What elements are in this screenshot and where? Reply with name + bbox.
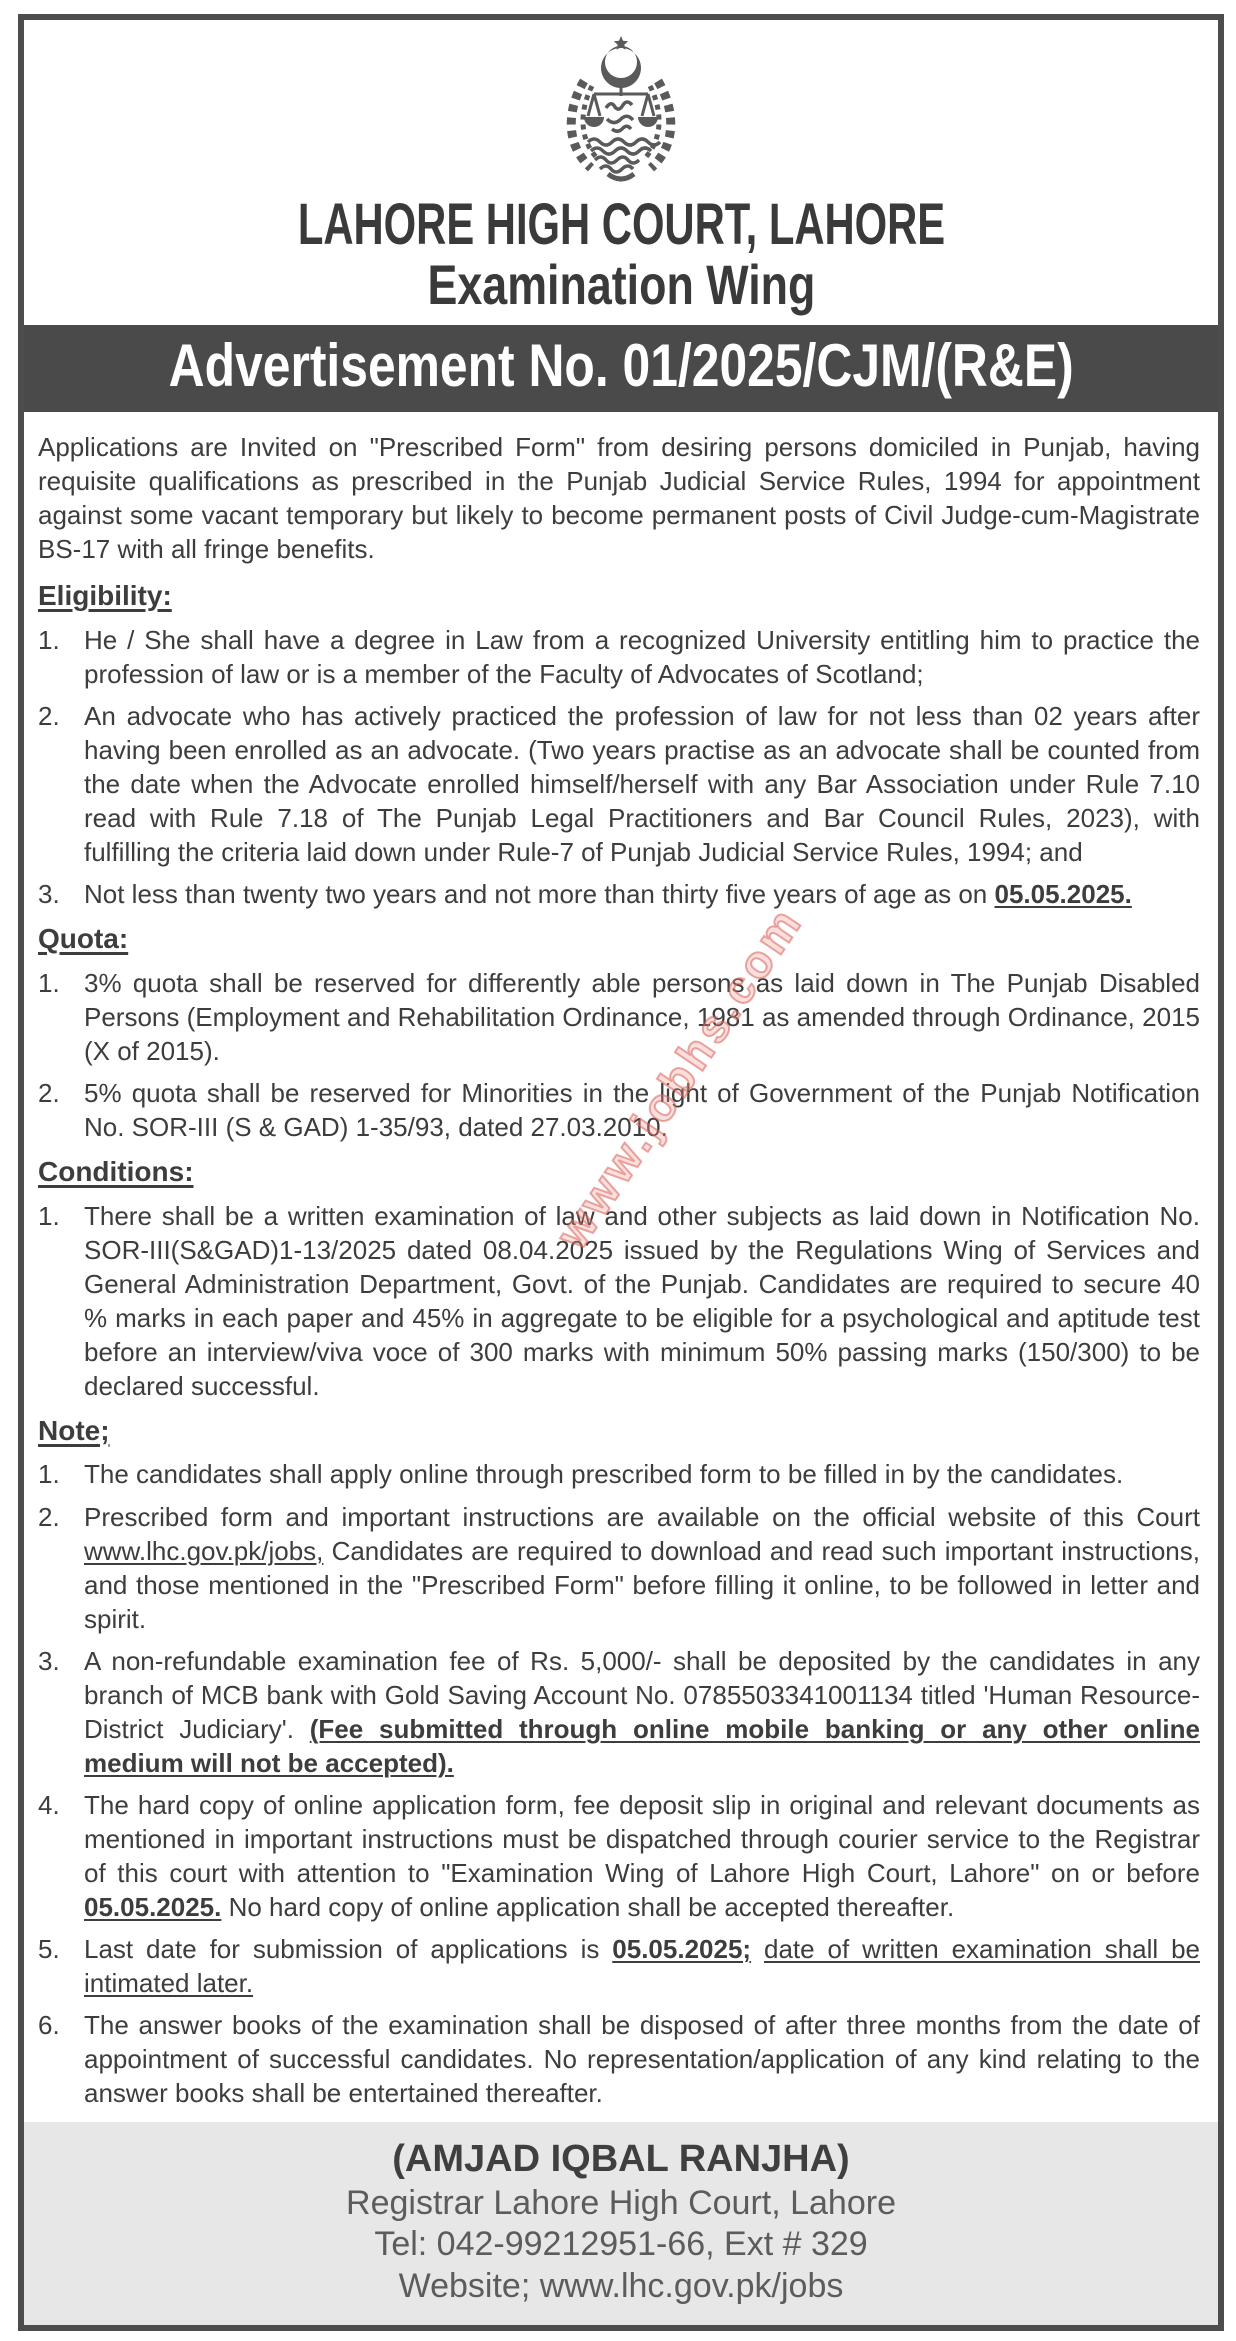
- list-item: [38, 1076, 1200, 1144]
- list-item: [38, 623, 1200, 691]
- section-heading: [38, 578, 1200, 615]
- page-frame: [18, 14, 1224, 2331]
- page-subtitle: [24, 252, 1218, 316]
- text-segment: A non-refundable examination fee of Rs. 5,000/- shall be deposited by the candidates in any branch of MCB bank with Gold Saving Account No. 0785503341001134 titled 'Human Resource-District Judiciary'.: [84, 1645, 1200, 1744]
- list-item: [38, 2008, 1200, 2110]
- item-text: [84, 2008, 1200, 2110]
- section-heading-text: Note;: [38, 1414, 110, 1446]
- text-segment: www.lhc.gov.pk/jobs,: [84, 1535, 324, 1566]
- section-heading: [38, 1154, 1200, 1191]
- text-segment: (Fee submitted through online mobile banking or any other online medium will not be accepted).: [84, 1713, 1200, 1778]
- text-segment: 5% quota shall be reserved for Minorities in the light of Government of the Punjab Notification No. SOR-III (S & GAD) 1-35/93, dated 27.03.2010.: [84, 1077, 1200, 1142]
- item-text: [84, 877, 1200, 911]
- section-heading-text: Quota:: [38, 922, 129, 954]
- text-segment: The hard copy of online application form, fee deposit slip in original and relevant documents as mentioned in important instructions must be dispatched through courier service to the Registrar of this court with attention to "Examination Wing of Lahore High Court, Lahore" on or before: [84, 1789, 1200, 1888]
- text-segment: Prescribed form and important instructions are available on the official website of this Court: [84, 1501, 1200, 1532]
- website: Website; www.lhc.gov.pk/jobs: [398, 2266, 844, 2305]
- text-segment: There shall be a written examination of law and other subjects as laid down in Notification No. SOR-III(S&GAD)1-13/2025 dated 08.04.2025 issued by the Regulations Wing of Services and General Administration Department, Govt. of the Punjab. Candidates are required to secure 40 % marks in each paper and 45% in aggregate to be eligible for a psychological and aptitude test before an interview/viva voce of 300 marks with minimum 50% passing marks (150/300) to be declared successful.: [84, 1200, 1200, 1401]
- section-heading-text: Eligibility:: [38, 579, 172, 611]
- watermark: www.jobhs.com: [545, 896, 813, 1258]
- text-segment: The answer books of the examination shall be disposed of after three months from the date of appointment of successful candidates. No representation/application of any kind relating to the answer books shall be entertained thereafter.: [84, 2010, 1200, 2109]
- text-segment: Last date for submission of applications is: [84, 1934, 613, 1965]
- list-item: [38, 966, 1200, 1068]
- text-segment: Applications are Invited on "Prescribed Form" from desiring persons domiciled in Punjab, having requisite qualifications as prescribed in the Punjab Judicial Service Rules, 1994 for appointment against some vacant temporary but likely to become permanent posts of Civil Judge-cum-Magistrate BS-17 with all fringe benefits.: [38, 431, 1200, 564]
- advertisement-body: [24, 412, 1218, 2123]
- list-item: [38, 1644, 1200, 1780]
- item-text: [84, 623, 1200, 691]
- item-number: 1.: [38, 967, 60, 998]
- item-text: [84, 1644, 1200, 1780]
- telephone: Tel: 042-99212951-66, Ext # 329: [374, 2225, 868, 2264]
- item-text: [84, 1199, 1200, 1403]
- lahore-high-court-emblem-icon: [546, 36, 696, 186]
- registrar-designation: Registrar Lahore High Court, Lahore: [346, 2183, 896, 2222]
- item-number: 3.: [38, 1645, 60, 1676]
- list-item: [38, 1788, 1200, 1924]
- intro-paragraph: [38, 430, 1200, 566]
- item-text: [84, 1500, 1200, 1636]
- text-segment: The candidates shall apply online through prescribed form to be filled in by the candidates.: [84, 1459, 1124, 1490]
- list-item: [38, 1500, 1200, 1636]
- text-segment: 05.05.2025.: [84, 1892, 222, 1923]
- item-text: [84, 1788, 1200, 1924]
- item-number: 4.: [38, 1789, 60, 1820]
- item-text: [84, 1457, 1200, 1491]
- text-segment: Not less than twenty two years and not more than thirty five years of age as on: [84, 878, 995, 909]
- text-segment: An advocate who has actively practiced the profession of law for not less than 02 years after having been enrolled as an advocate. (Two years practise as an advocate shall be counted from the date when the Advocate enrolled himself/herself with any Bar Association under Rule 7.10 read with Rule 7.18 of The Punjab Legal Practitioners and Bar Council Rules, 2023), with fulfilling the criteria laid down under Rule-7 of Punjab Judicial Service Rules, 1994; and: [84, 700, 1200, 867]
- text-segment: No hard copy of online application shall be accepted thereafter.: [221, 1892, 955, 1923]
- item-text: [84, 1076, 1200, 1144]
- item-number: 1.: [38, 1200, 60, 1231]
- list-item: [38, 877, 1200, 911]
- text-segment: 3% quota shall be reserved for differently able persons as laid down in The Punjab Disabled Persons (Employment and Rehabilitation Ordinance, 1981 as amended through Ordinance, 2015 (X of 2015).: [84, 967, 1200, 1066]
- item-number: 3.: [38, 878, 60, 909]
- text-segment: [751, 1934, 764, 1964]
- item-text: [84, 966, 1200, 1068]
- section-heading-text: Conditions:: [38, 1155, 194, 1187]
- text-segment: Candidates are required to download and read such important instructions, and those mentioned in the "Prescribed Form" before filling it online, to be followed in letter and spirit.: [84, 1535, 1200, 1634]
- footer: [24, 2122, 1218, 2325]
- item-number: 2.: [38, 1501, 60, 1532]
- text-segment: date of written examination shall be intimated later.: [84, 1934, 1200, 1999]
- text-segment: 05.05.2025.: [994, 878, 1132, 909]
- item-number: 1.: [38, 1459, 60, 1490]
- section-heading: [38, 921, 1200, 958]
- item-number: 1.: [38, 624, 60, 655]
- list-item: [38, 1457, 1200, 1491]
- list-item: [38, 1932, 1200, 2000]
- list-item: [38, 1199, 1200, 1403]
- advertisement-banner: [24, 325, 1218, 412]
- page-title: [24, 192, 1218, 257]
- page-title-text: LAHORE HIGH COURT, LAHORE: [297, 192, 945, 257]
- item-number: 5.: [38, 1934, 60, 1965]
- text-segment: 05.05.2025;: [612, 1934, 752, 1965]
- advertisement-banner-text: Advertisement No. 01/2025/CJM/(R&E): [168, 331, 1074, 399]
- item-number: 2.: [38, 700, 60, 731]
- section-heading: [38, 1413, 1200, 1450]
- text-segment: He / She shall have a degree in Law from a recognized University entitling him to practice the profession of law or is a member of the Faculty of Advocates of Scotland;: [84, 624, 1200, 689]
- page-subtitle-text: Examination Wing: [427, 252, 815, 316]
- registrar-name: (AMJAD IQBAL RANJHA): [392, 2138, 850, 2181]
- body-sections: [38, 578, 1200, 2110]
- list-item: [38, 699, 1200, 869]
- item-number: 2.: [38, 1077, 60, 1108]
- masthead: [24, 20, 1218, 315]
- item-text: [84, 699, 1200, 869]
- item-number: 6.: [38, 2010, 60, 2041]
- item-text: [84, 1932, 1200, 2000]
